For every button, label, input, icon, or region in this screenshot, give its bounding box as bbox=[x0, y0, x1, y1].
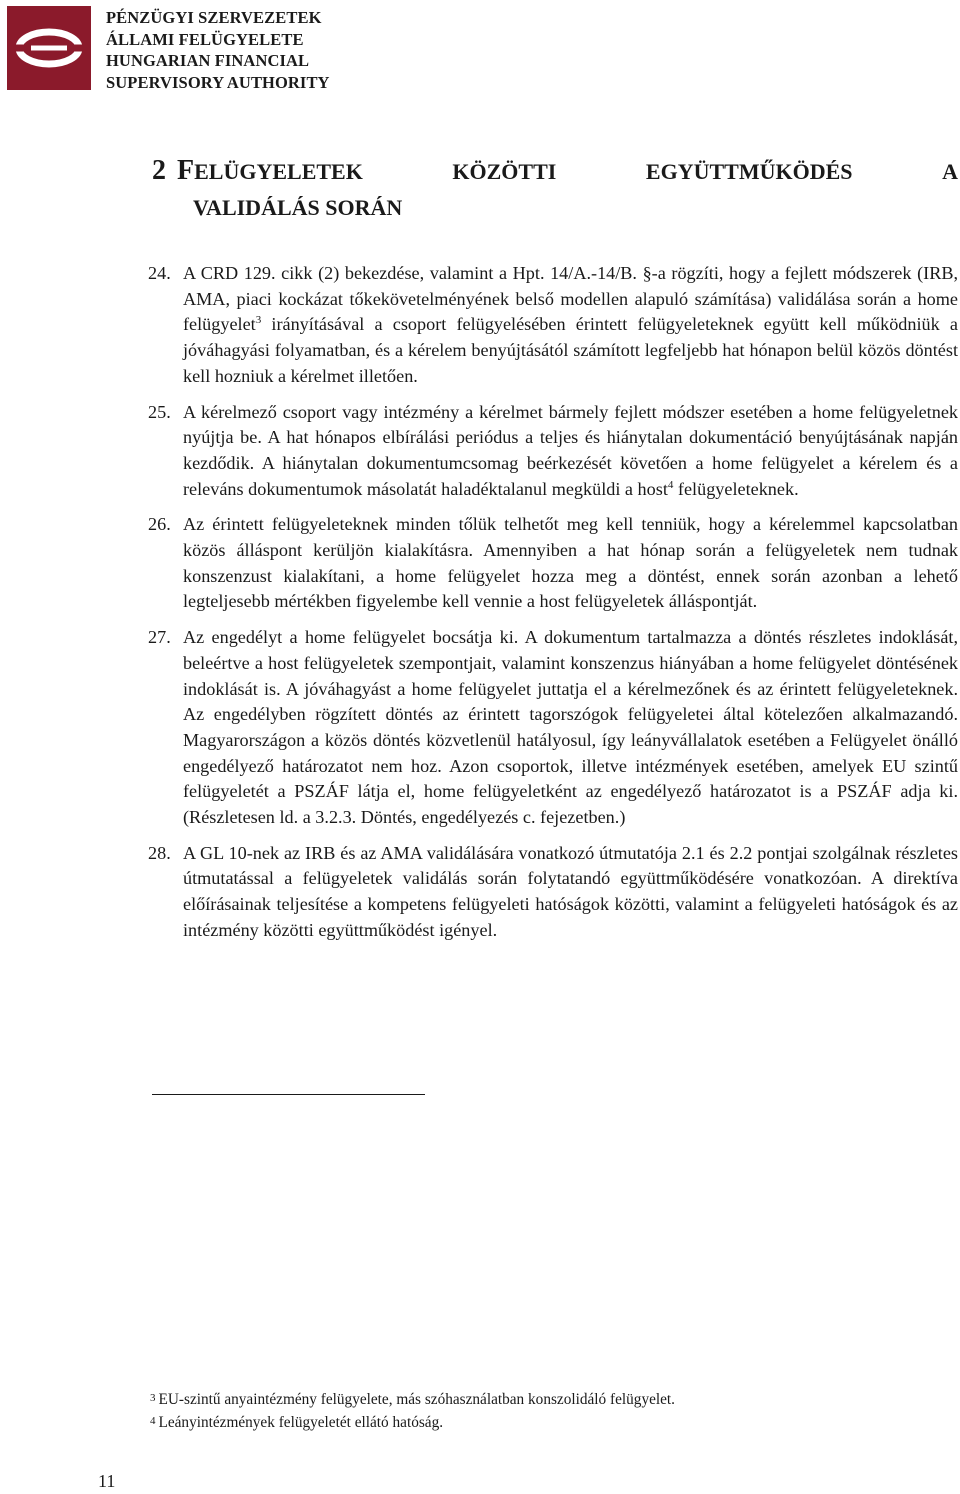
section-title-initial: F bbox=[177, 155, 195, 186]
footnotes bbox=[150, 1388, 950, 1433]
footnote-mark: 4 bbox=[150, 1414, 156, 1427]
paragraph bbox=[148, 400, 958, 503]
section-number: 2 bbox=[152, 155, 166, 186]
paragraph bbox=[148, 625, 958, 831]
paragraph-number: 24. bbox=[148, 263, 171, 283]
paragraph-text-part: A kérelmező csoport vagy intézmény a kérelmet bármely fejlett módszer esetében a home felügyeletnek nyújtja be. A hat hónapos elbírálási periódus a teljes és hiánytalan dokumentáció benyújtásának napján kezdődik. A hiánytalan dokumentumcsomag beérkezését követően a home felügyelet a kérelem és a releváns dokumentumok másolatát haladéktalanul megküldi a host bbox=[183, 401, 958, 499]
footnote bbox=[150, 1411, 950, 1434]
footnote-text: EU-szintű anyaintézmény felügyelete, más szóhasználatban konszolidáló felügyelet. bbox=[158, 1391, 676, 1408]
organization-name bbox=[106, 7, 330, 93]
paragraph bbox=[148, 512, 958, 615]
footnote-ref[interactable]: 3 bbox=[255, 314, 262, 327]
footnote-text: Leányintézmények felügyeletét ellátó hatóság. bbox=[158, 1413, 444, 1431]
paragraph bbox=[148, 261, 958, 390]
org-name-line: HUNGARIAN FINANCIAL bbox=[106, 51, 310, 70]
paragraph bbox=[148, 841, 958, 944]
paragraph-number: 28. bbox=[148, 842, 171, 863]
section-title-word: EGYÜTTMŰKÖDÉS bbox=[645, 159, 853, 184]
section-title-word: A bbox=[942, 159, 958, 184]
section-title-line2: VALIDÁLÁS SORÁN bbox=[193, 195, 403, 220]
section-heading bbox=[152, 155, 958, 235]
org-name-line: SUPERVISORY AUTHORITY bbox=[106, 72, 330, 92]
section-title-word: ELÜGYELETEK bbox=[194, 159, 363, 184]
footnote bbox=[150, 1388, 950, 1411]
paragraph-number: 27. bbox=[148, 627, 171, 648]
paragraph-text-part: felügyeleteknek. bbox=[673, 478, 799, 499]
organization-logo bbox=[7, 6, 330, 90]
paragraph-text: A GL 10-nek az IRB és az AMA validálására vonatkozó útmutatója 2.1 és 2.2 pontjai szolgálnak részletes útmutatással a felügyeletek validálás során folytatandó együttműködésére vonatkozóan. A direktíva előírásainak teljesítése a kompetens felügyeleti hatóságok közötti, valamint a felügyeleti hatóságok és az intézmény közötti együttműködést igényel. bbox=[183, 842, 958, 940]
footnote-separator bbox=[152, 1094, 425, 1095]
paragraph-text-part: A CRD 129. cikk (2) bekezdése, valamint a Hpt. 14/A.-14/B. §-a rögzíti, hogy a fejlett módszerek (IRB, AMA, piaci kockázat tőkekövetelményének belső modellen alapuló számítása) validálása során a home felügyelet bbox=[183, 263, 958, 335]
footnote-ref[interactable]: 4 bbox=[667, 478, 674, 491]
paragraph-text-part: irányításával a csoport felügyelésében érintett felügyeleteknek együtt kell működniük a jóváhagyási folyamatban, és a kérelem benyújtásától számított legfeljebb hat hónapon belül közös döntést kell hozniuk a kérelmet illetően. bbox=[183, 314, 958, 386]
paragraph-number: 25. bbox=[148, 401, 171, 422]
paragraph-text bbox=[183, 400, 958, 503]
section-title-word: KÖZÖTTI bbox=[452, 159, 557, 184]
org-name-line: ÁLLAMI FELÜGYELETE bbox=[106, 29, 304, 49]
authority-emblem-icon bbox=[7, 6, 91, 90]
paragraph-text: Az engedélyt a home felügyelet bocsátja ki. A dokumentum tartalmazza a döntés részletes indoklását, beleértve a host felügyeletek szempontjait, valamint konszenzus hiányában a home felügyelet döntésének indoklását is. A jóváhagyást a home felügyelet juttatja el a kérelmezőnek és az érintett felügyeleteknek. Az engedélyben rögzített döntés az érintett tagorszógok felügyeletei által kötelezően alkalmazandó. Magyarországon a közös döntés közvetlenül hatályosul, így leányvállalatok esetében a Felügyelet önálló engedélyező határozatot nem hoz. Azon csoportok, illetve intézmények esetében, amelyek EU szintű felügyeletét a PSZÁF látja el, home felügyeletként az engedélyező határozatot is a PSZÁF adja ki. (Részletesen ld. a 3.2.3. Döntés, engedélyezés c. fejezetben.) bbox=[183, 627, 958, 828]
paragraph-number: 26. bbox=[148, 514, 171, 535]
paragraph-text: Az érintett felügyeleteknek minden tőlük telhetőt meg kell tenniük, hogy a kérelemmel kapcsolatban közös álláspont kerüljön kialakításra. Amennyiben a hat hónap során a felügyeletek nem tudnak konszenzust kialakítani, a home felügyelet hozza meg a döntést, ennek során azonban a lehető legteljesebb mértékben figyelembe kell vennie a host felügyeletek álláspontját. bbox=[183, 514, 958, 612]
paragraph-text bbox=[183, 261, 958, 390]
footnote-mark: 3 bbox=[150, 1392, 156, 1404]
page-number: 11 bbox=[98, 1471, 116, 1491]
org-name-line: PÉNZÜGYI SZERVEZETEK bbox=[106, 8, 322, 27]
body-paragraphs bbox=[148, 261, 958, 954]
